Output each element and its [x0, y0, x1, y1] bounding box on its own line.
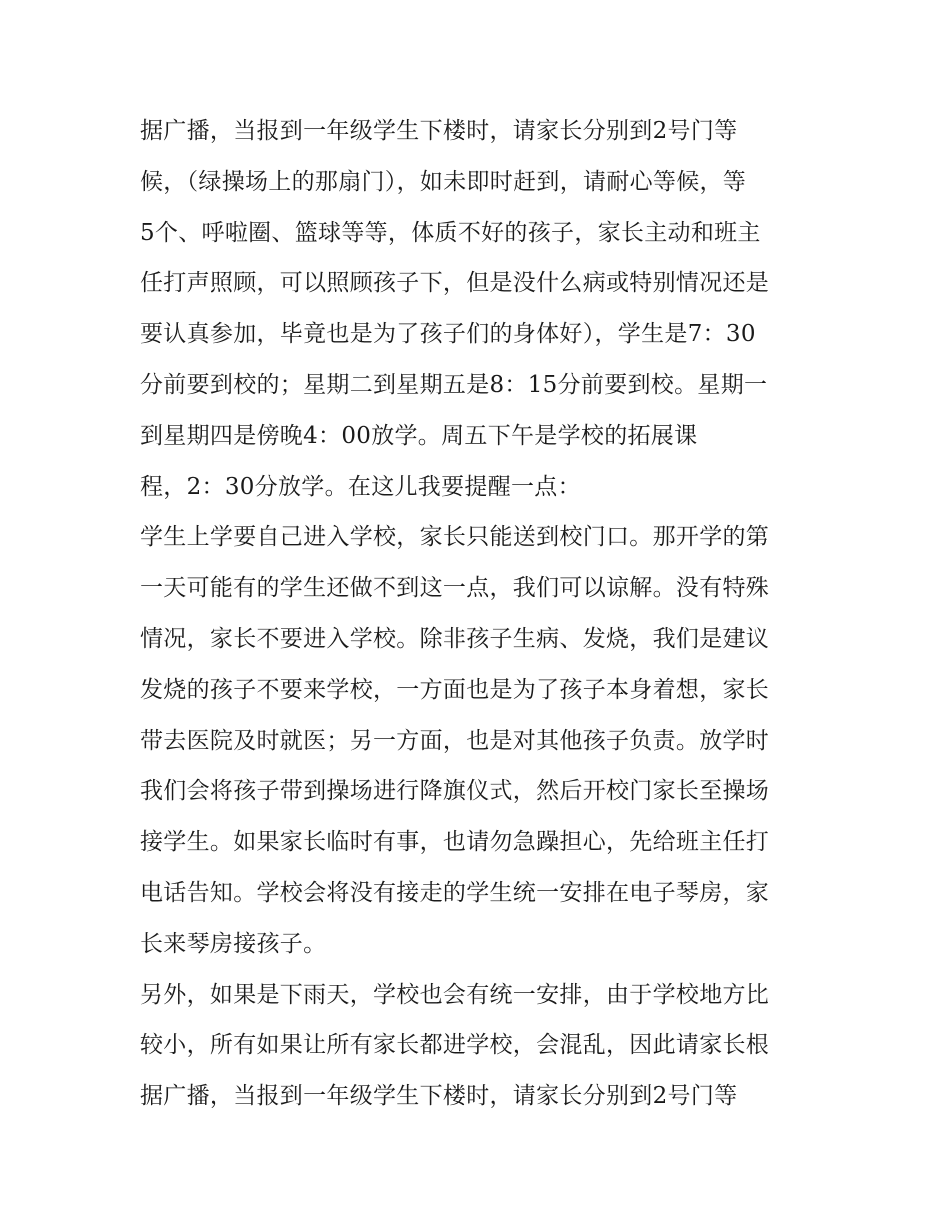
text-line: 据广播，当报到一年级学生下楼时，请家长分别到2号门等: [140, 118, 738, 144]
text-line: 任打声照顾，可以照顾孩子下，但是没什么病或特别情况还是: [140, 270, 770, 297]
text-line: 学生上学要自己进入学校，家长只能送到校门口。那开学的第: [140, 524, 770, 551]
text-line: 据广播，当报到一年级学生下楼时，请家长分别到2号门等: [140, 1083, 738, 1110]
text-line: 我们会将孩子带到操场进行降旗仪式，然后开校门家长至操场: [140, 778, 770, 805]
text-line: 电话告知。学校会将没有接走的学生统一安排在电子琴房，家: [140, 879, 770, 906]
text-line: 接学生。如果家长临时有事，也请勿急躁担心，先给班主任打: [140, 829, 770, 856]
text-line: 分前要到校的；星期二到星期五是8：15分前要到校。星期一: [140, 371, 768, 398]
text-line: 一天可能有的学生还做不到这一点，我们可以谅解。没有特殊: [140, 575, 770, 602]
text-line: 到星期四是傍晚4：00放学。周五下午是学校的拓展课: [140, 422, 698, 449]
text-line: 候，（绿操场上的那扇门），如未即时赶到，请耐心等候，等: [140, 168, 747, 195]
text-line: 长来琴房接孩子。: [140, 930, 327, 957]
text-line: 带去医院及时就医；另一方面，也是对其他孩子负责。放学时: [140, 727, 770, 754]
text-line: 情况，家长不要进入学校。除非孩子生病、发烧，我们是建议: [140, 625, 770, 652]
text-line: 要认真参加，毕竟也是为了孩子们的身体好），学生是7：30: [140, 321, 756, 348]
text-line: 5个、呼啦圈、篮球等等，体质不好的孩子，家长主动和班主: [140, 219, 761, 246]
text-line: 较小，所有如果让所有家长都进学校，会混乱，因此请家长根: [140, 1032, 770, 1059]
text-line: 另外，如果是下雨天，学校也会有统一安排，由于学校地方比: [140, 981, 770, 1008]
text-line: 程，2：30分放学。在这儿我要提醒一点：: [140, 473, 581, 500]
document-body: [140, 106, 820, 1122]
text-line: 发烧的孩子不要来学校，一方面也是为了孩子本身着想，家长: [140, 676, 770, 703]
